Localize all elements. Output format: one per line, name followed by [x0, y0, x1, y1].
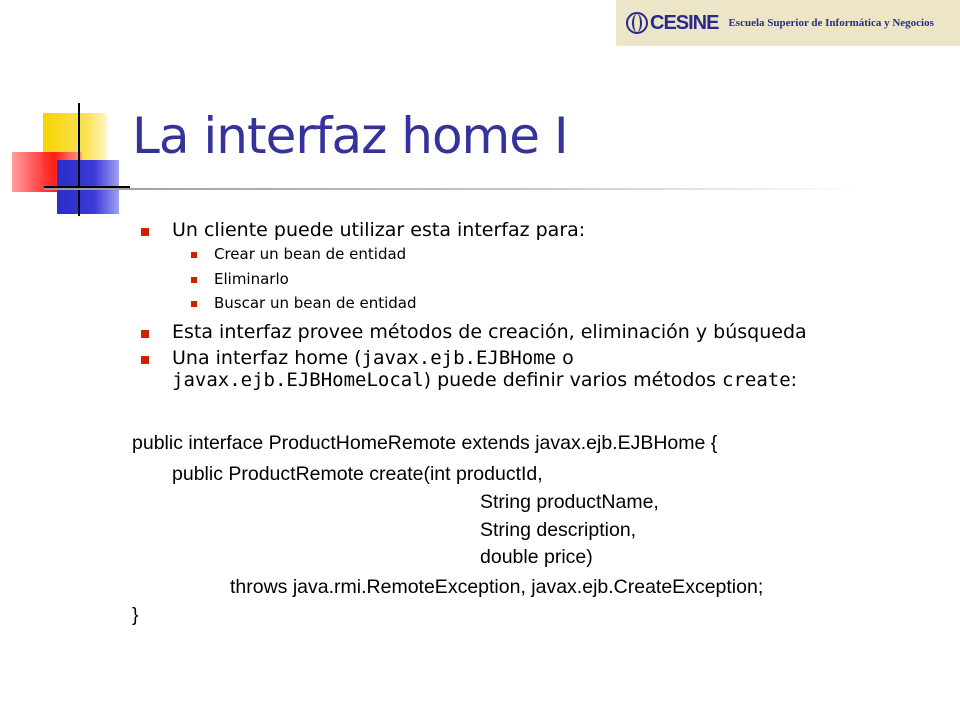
logo-wordmark: CESINE: [650, 11, 719, 34]
code-line: double price): [480, 546, 593, 568]
globe-icon: [626, 12, 648, 34]
bullet-marker: [191, 277, 197, 283]
bullet-text: [172, 347, 797, 391]
bullet-marker: [191, 252, 197, 258]
code-line: }: [132, 604, 139, 626]
code-line: public ProductRemote create(int productId,: [172, 463, 543, 485]
bullet-text: Esta interfaz provee métodos de creación, eliminación y búsqueda: [172, 321, 807, 343]
code-line: String description,: [480, 519, 637, 541]
bullet-text: Crear un bean de entidad: [214, 245, 407, 263]
decor-vertical-line: [78, 103, 80, 216]
code-run: javax.ejb.EJBHome: [361, 347, 557, 369]
bullet-marker: [141, 228, 149, 236]
title-underline: [44, 188, 864, 190]
code-run: javax.ejb.EJBHomeLocal: [172, 369, 424, 391]
logo-mark: [626, 12, 718, 35]
logo-tagline: Escuela Superior de Informática y Negocios: [728, 17, 934, 29]
bullet-marker: [141, 330, 149, 338]
bullet-text: Un cliente puede utilizar esta interfaz para:: [172, 219, 586, 241]
bullet-marker: [141, 356, 149, 364]
bullet-text: Buscar un bean de entidad: [214, 294, 417, 312]
code-line: throws java.rmi.RemoteException, javax.ejb.CreateException;: [230, 576, 764, 598]
text-run: Una interfaz home (: [172, 347, 362, 369]
cesine-logo: [616, 0, 960, 46]
code-line: public interface ProductHomeRemote extends javax.ejb.EJBHome {: [132, 432, 718, 454]
slide-title: La interfaz home I: [132, 107, 568, 165]
bullet-text: Eliminarlo: [214, 270, 289, 288]
code-line: String productName,: [480, 491, 659, 513]
text-run: ) puede definir varios métodos: [423, 369, 723, 391]
bullet-marker: [191, 301, 197, 307]
code-run: create: [722, 369, 791, 391]
text-run: o: [556, 347, 574, 369]
text-run: :: [790, 369, 798, 391]
